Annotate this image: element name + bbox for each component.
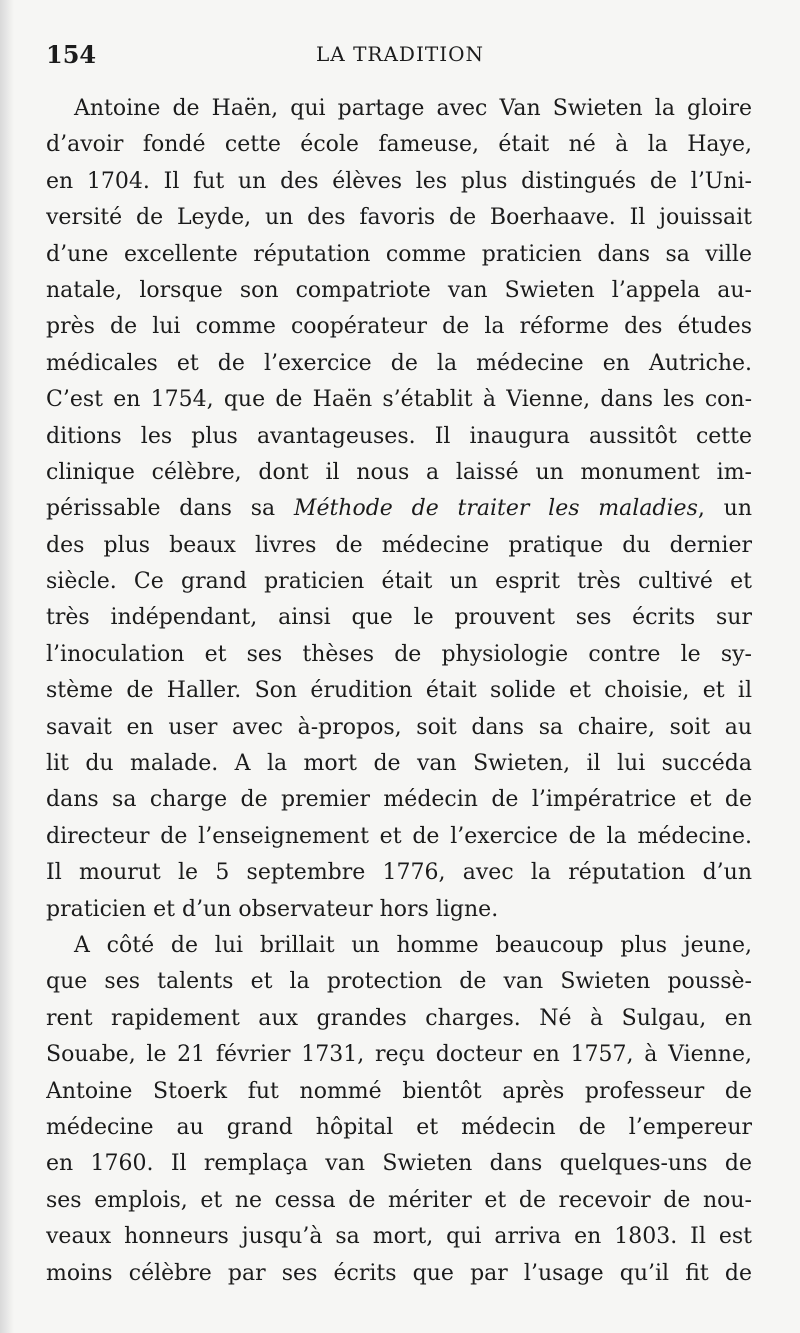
text-line: l’inoculation et ses thèses de physiologie contre le sy- <box>46 641 752 667</box>
text-line: A côté de lui brillait un homme beaucoup plus jeune, <box>74 932 752 958</box>
running-title: LA TRADITION <box>316 42 484 66</box>
text-line: médicales et de l’exercice de la médecine en Autriche. <box>46 350 752 376</box>
paragraph-2 <box>46 928 752 1292</box>
text-line: en 1760. Il remplaça van Swieten dans quelques-uns de <box>46 1151 752 1177</box>
text-line: C’est en 1754, que de Haën s’établit à Vienne, dans les con- <box>46 387 752 413</box>
running-head <box>46 40 754 74</box>
page-number: 154 <box>46 40 97 69</box>
text-line: Souabe, le 21 février 1731, reçu docteur en 1757, à Vienne, <box>46 1042 752 1068</box>
book-title: Méthode de traiter les maladies <box>293 496 698 522</box>
text-line: d’avoir fondé cette école fameuse, était né à la Haye, <box>46 132 752 158</box>
text-line: d’une excellente réputation comme praticien dans sa ville <box>46 241 752 267</box>
text-line: stème de Haller. Son érudition était solide et choisie, et il <box>46 678 752 704</box>
text-line: moins célèbre par ses écrits que par l’usage qu’il fit de <box>46 1260 752 1286</box>
body-text <box>46 91 752 1292</box>
text-line: ditions les plus avantageuses. Il inaugura aussitôt cette <box>46 423 752 449</box>
text-line-end: , un <box>697 496 752 522</box>
text-line: en 1704. Il fut un des élèves les plus distingués de l’Uni- <box>46 168 752 194</box>
text-line: très indépendant, ainsi que le prouvent ses écrits sur <box>46 605 752 631</box>
text-line: près de lui comme coopérateur de la réforme des études <box>46 314 752 340</box>
text-line: Antoine Stoerk fut nommé bientôt après professeur de <box>46 1078 752 1104</box>
text-line: ses emplois, et ne cessa de mériter et de recevoir de nou- <box>46 1187 752 1213</box>
text-line: clinique célèbre, dont il nous a laissé un monument im- <box>46 459 752 485</box>
paragraph-1 <box>46 91 752 928</box>
text-line: dans sa charge de premier médecin de l’impératrice et de <box>46 787 752 813</box>
text-line: lit du malade. A la mort de van Swieten, il lui succéda <box>46 751 752 777</box>
text-line: Antoine de Haën, qui partage avec Van Swieten la gloire <box>74 96 752 121</box>
text-line: des plus beaux livres de médecine pratique du dernier <box>46 532 752 558</box>
text-line-with-book-title <box>46 491 752 527</box>
text-line: rent rapidement aux grandes charges. Né à Sulgau, en <box>46 1005 752 1031</box>
text-line: directeur de l’enseignement et de l’exercice de la médecine. <box>46 823 752 849</box>
text-line-start: périssable dans sa <box>46 496 294 522</box>
text-line: Il mourut le 5 septembre 1776, avec la réputation d’un <box>46 860 752 886</box>
text-line: praticien et d’un observateur hors ligne. <box>46 896 499 922</box>
text-line: versité de Leyde, un des favoris de Boerhaave. Il jouissait <box>46 205 752 231</box>
text-line: médecine au grand hôpital et médecin de l’empereur <box>46 1114 752 1140</box>
text-line: natale, lorsque son compatriote van Swieten l’appela au- <box>46 277 752 303</box>
text-line: savait en user avec à-propos, soit dans sa chaire, soit au <box>46 714 752 740</box>
text-line: veaux honneurs jusqu’à sa mort, qui arriva en 1803. Il est <box>46 1224 752 1250</box>
text-line: que ses talents et la protection de van Swieten poussè- <box>46 969 752 995</box>
text-line: siècle. Ce grand praticien était un esprit très cultivé et <box>46 569 752 595</box>
